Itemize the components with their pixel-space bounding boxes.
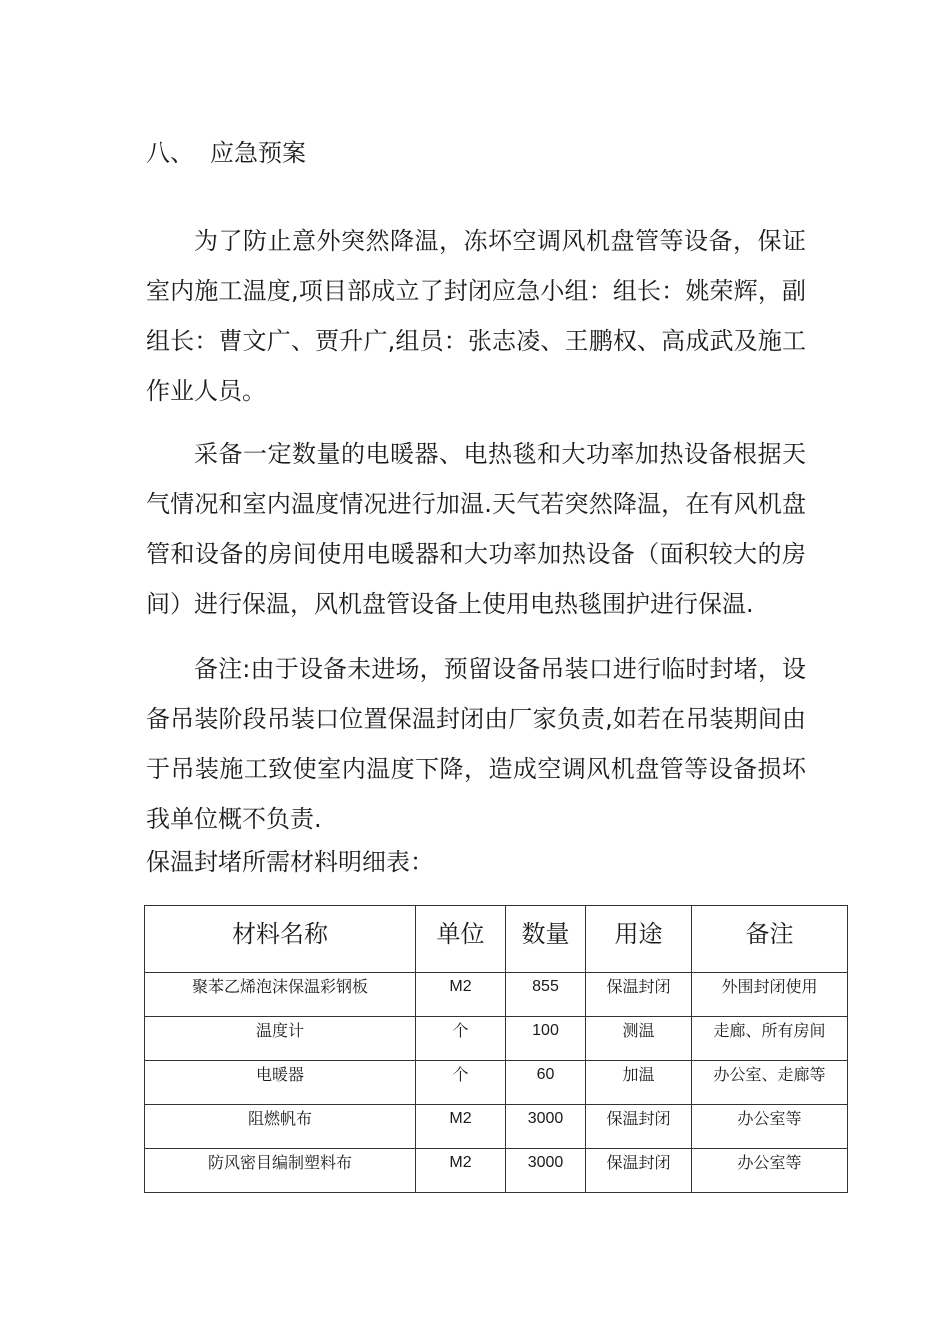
table-row — [145, 1149, 848, 1193]
cell-unit: 个 — [416, 1061, 506, 1105]
table-row — [145, 1061, 848, 1105]
cell-quantity: 855 — [506, 973, 586, 1017]
materials-table — [144, 905, 848, 1193]
cell-material-name: 聚苯乙烯泡沫保温彩钢板 — [145, 973, 416, 1017]
table-header-row — [145, 906, 848, 973]
cell-unit: M2 — [416, 973, 506, 1017]
cell-purpose: 保温封闭 — [586, 973, 692, 1017]
cell-purpose: 保温封闭 — [586, 1105, 692, 1149]
table-row — [145, 973, 848, 1017]
cell-purpose: 保温封闭 — [586, 1149, 692, 1193]
table-row — [145, 1017, 848, 1061]
paragraph-remarks: 备注:由于设备未进场，预留设备吊装口进行临时封堵，设备吊装阶段吊装口位置保温封闭由厂家负责,如若在吊装期间由于吊装施工致使室内温度下降，造成空调风机盘管等设备损坏我单位概不负责. — [146, 655, 806, 833]
cell-remarks: 办公室等 — [692, 1105, 848, 1149]
cell-material-name: 温度计 — [145, 1017, 416, 1061]
cell-quantity: 3000 — [506, 1105, 586, 1149]
table-caption: 保温封堵所需材料明细表： — [146, 848, 434, 876]
section-title: 应急预案 — [210, 139, 306, 167]
cell-material-name: 阻燃帆布 — [145, 1105, 416, 1149]
cell-unit: M2 — [416, 1105, 506, 1149]
paragraph-heating-measures: 采备一定数量的电暖器、电热毯和大功率加热设备根据天气情况和室内温度情况进行加温.天气若突然降温，在有风机盘管和设备的房间使用电暖器和大功率加热设备（面积较大的房间）进行保温，风机盘管设备上使用电热毯围护进行保温. — [146, 440, 806, 618]
cell-material-name: 电暖器 — [145, 1061, 416, 1105]
cell-remarks: 走廊、所有房间 — [692, 1017, 848, 1061]
header-purpose: 用途 — [586, 906, 692, 973]
table-row — [145, 1105, 848, 1149]
header-unit: 单位 — [416, 906, 506, 973]
cell-remarks: 办公室、走廊等 — [692, 1061, 848, 1105]
section-heading — [146, 137, 306, 169]
section-number: 八、 — [146, 139, 194, 167]
header-material-name: 材料名称 — [145, 906, 416, 973]
cell-quantity: 3000 — [506, 1149, 586, 1193]
cell-material-name: 防风密目编制塑料布 — [145, 1149, 416, 1193]
header-remarks: 备注 — [692, 906, 848, 973]
cell-remarks: 外围封闭使用 — [692, 973, 848, 1017]
cell-remarks: 办公室等 — [692, 1149, 848, 1193]
cell-quantity: 60 — [506, 1061, 586, 1105]
header-quantity: 数量 — [506, 906, 586, 973]
cell-purpose: 加温 — [586, 1061, 692, 1105]
cell-purpose: 测温 — [586, 1017, 692, 1061]
cell-unit: 个 — [416, 1017, 506, 1061]
paragraph-emergency-team: 为了防止意外突然降温，冻坏空调风机盘管等设备，保证室内施工温度,项目部成立了封闭应急小组：组长：姚荣辉，副组长：曹文广、贾升广,组员：张志凌、王鹏权、高成武及施工作业人员。 — [146, 227, 806, 405]
cell-quantity: 100 — [506, 1017, 586, 1061]
cell-unit: M2 — [416, 1149, 506, 1193]
